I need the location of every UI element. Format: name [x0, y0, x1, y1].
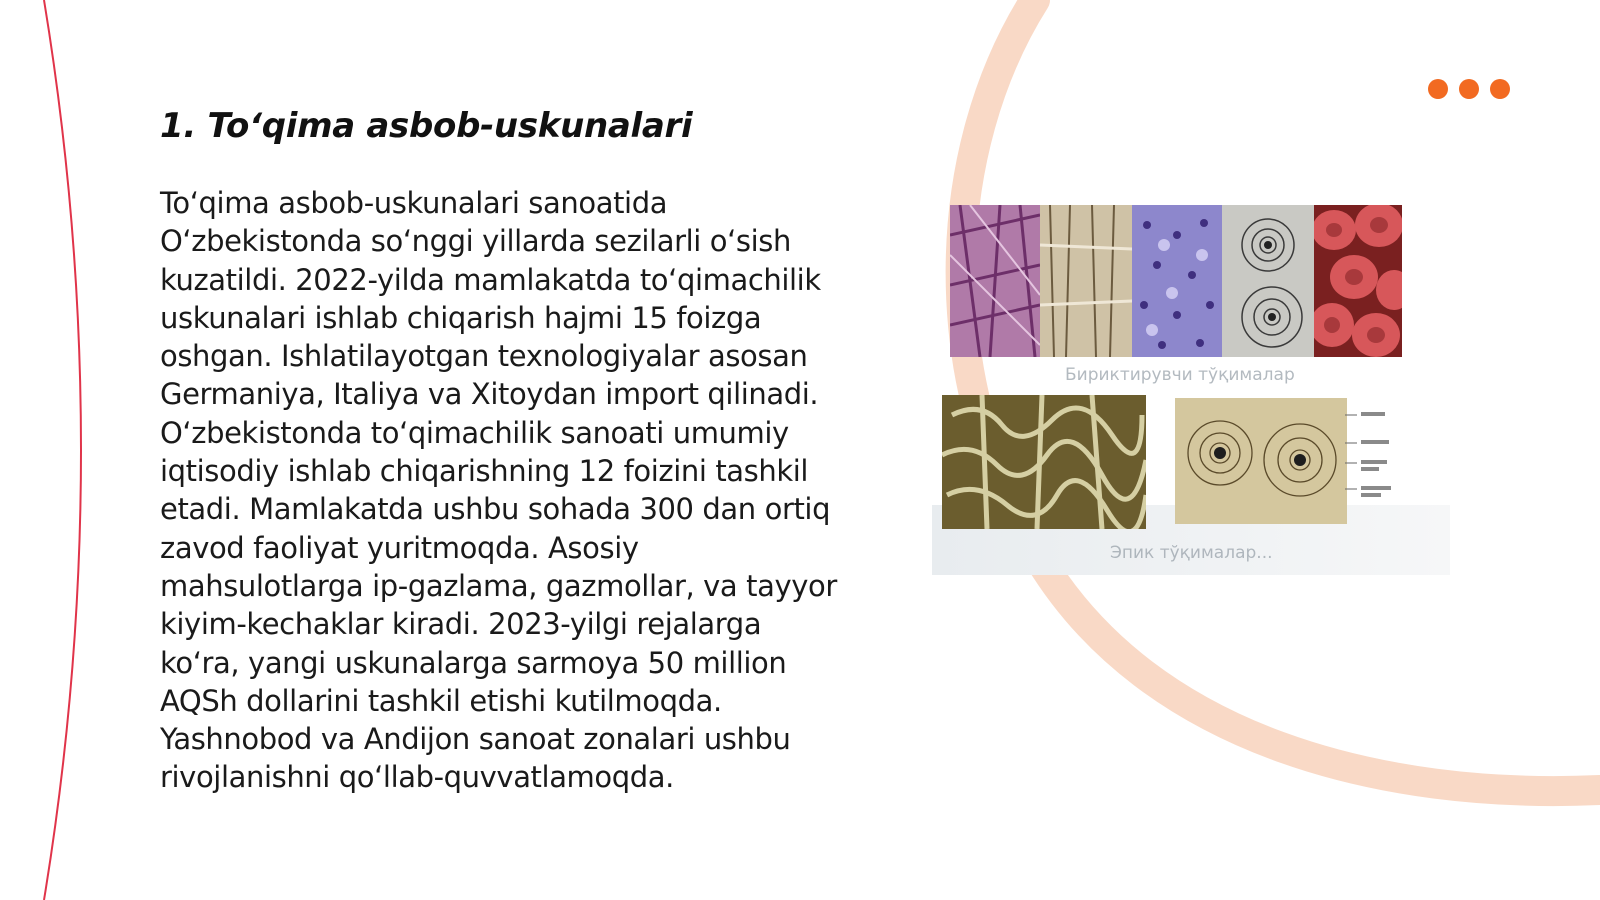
tissue-panel-beige-fibers	[1040, 205, 1132, 357]
dot-icon	[1428, 79, 1448, 99]
dots-decoration	[1428, 79, 1510, 99]
tissue-panel-bone-osteons	[1222, 205, 1314, 357]
dot-icon	[1490, 79, 1510, 99]
tissue-panel-osteon-labeled	[1175, 398, 1347, 524]
tissue-panel-blue-cells	[1132, 205, 1222, 357]
osteon-label-lines	[1345, 405, 1425, 505]
slide-body-text: To‘qima asbob-uskunalari sanoatida O‘zbekistonda so‘nggi yillarda sezilarli o‘sish kuzatildi. 2022-yilda mamlakatda to‘qimachilik uskunalari ishlab chiqarish hajmi 15 foizga oshgan. Ishlatilayotgan texnologiyalar asosan Germaniya, Italiya va Xitoydan import qilinadi. O‘zbekistonda to‘qimachilik sanoati umumiy iqtisodiy ishlab chiqarishning 12 foizini tashkil etadi. Mamlakatda ushbu sohada 300 dan ortiq zavod faoliyat yuritmoqda. Asosiy mahsulotlarga ip-gazlama, gazmollar, va tayyor kiyim-kechaklar kiradi. 2023-yilgi rejalarga ko‘ra, yangi uskunalarga sarmoya 50 million AQSh dollarini tashkil etishi kutilmoqda. Yashnobod va Andijon sanoat zonalari ushbu rivojlanishni qo‘llab-quvvatlamoqda.	[160, 186, 837, 795]
slide-title: 1. To‘qima asbob-uskunalari	[160, 106, 693, 146]
collage-caption-bottom: Эпик тўқималар...	[1110, 543, 1273, 563]
tissue-panel-purple-fibers	[950, 205, 1040, 357]
left-curve-line	[44, 0, 81, 900]
collage-caption-top: Бириктирувчи тўқималар	[1065, 365, 1295, 385]
tissue-panel-red-blood-cells	[1314, 205, 1402, 357]
tissue-image-collage	[950, 205, 1450, 575]
tissue-panel-cartilage	[942, 395, 1146, 529]
dot-icon	[1459, 79, 1479, 99]
